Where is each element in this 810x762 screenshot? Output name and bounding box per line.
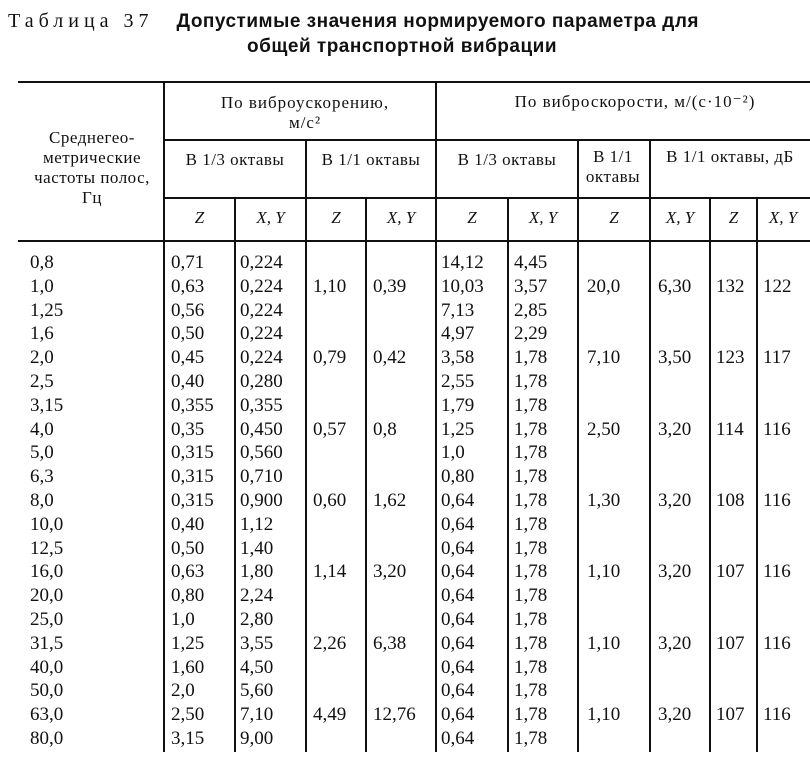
cell-frequency: 1,25 [30, 299, 64, 321]
cell-accel-third-xy: 3,55 [240, 632, 274, 654]
cell-vel-third-z: 0,64 [441, 561, 475, 583]
cell-accel-third-xy: 0,710 [240, 466, 283, 488]
cell-vel-third-z: 0,64 [441, 656, 475, 678]
cell-vel-octave-z: 1,30 [587, 490, 621, 511]
cell-accel-third-xy: 0,224 [240, 323, 283, 345]
table-row [0, 275, 810, 298]
header-velocity-group: По виброскорости, м/(с·10⁻²) [514, 92, 756, 111]
cell-db-z: 114 [716, 418, 744, 440]
cell-accel-third-xy: 9,00 [240, 728, 274, 749]
table-row [0, 632, 810, 655]
cell-vel-third-z: 0,64 [441, 537, 475, 559]
cell-accel-third-z: 0,45 [171, 347, 205, 369]
cell-vel-third-xy: 2,29 [514, 323, 548, 345]
cell-accel-octave-xy: 6,38 [373, 632, 407, 654]
rule-group-under [163, 139, 810, 141]
subheader-accel-octave-z: Z [331, 208, 341, 227]
cell-db-z: 108 [716, 490, 745, 511]
cell-accel-third-xy: 5,60 [240, 680, 274, 702]
table-row [0, 584, 810, 607]
cell-accel-octave-z: 0,57 [313, 418, 347, 440]
table-row [0, 418, 810, 441]
cell-vel-third-z: 0,64 [441, 632, 475, 654]
subheader-db-xy: X, Y [768, 208, 798, 227]
table-row [0, 703, 810, 726]
table-row [0, 465, 810, 488]
cell-accel-third-z: 0,50 [171, 323, 205, 345]
cell-vel-third-z: 0,64 [441, 585, 475, 607]
cell-vel-octave-z: 1,10 [587, 704, 621, 726]
cell-vel-third-xy: 1,78 [514, 442, 548, 464]
cell-frequency: 50,0 [30, 680, 64, 702]
cell-accel-third-xy: 1,40 [240, 537, 274, 559]
cell-vel-third-xy: 3,57 [514, 275, 548, 297]
cell-vel-third-xy: 1,78 [514, 466, 548, 488]
cell-frequency: 2,0 [30, 347, 54, 369]
cell-vel-octave-z: 1,10 [587, 632, 621, 654]
cell-accel-octave-xy: 1,62 [373, 490, 407, 511]
cell-accel-third-z: 0,50 [171, 537, 205, 559]
cell-vel-third-z: 1,25 [441, 418, 475, 440]
subheader-accel-third-z: Z [194, 208, 205, 227]
cell-accel-octave-z: 2,26 [313, 632, 347, 654]
cell-vel-third-xy: 1,78 [514, 728, 548, 749]
table-row [0, 537, 810, 560]
cell-db-xy: 122 [763, 275, 792, 297]
cell-frequency: 31,5 [30, 632, 64, 654]
cell-db-xy: 116 [763, 704, 791, 726]
table-row [0, 513, 810, 536]
table-row [0, 489, 810, 512]
cell-vel-third-z: 2,55 [441, 371, 475, 392]
table-row [0, 299, 810, 322]
cell-accel-third-xy: 0,900 [240, 490, 283, 511]
cell-accel-third-z: 0,40 [171, 513, 205, 535]
cell-accel-third-z: 0,63 [171, 275, 205, 297]
cell-frequency: 1,6 [30, 323, 54, 345]
cell-accel-octave-xy: 3,20 [373, 561, 407, 583]
cell-accel-octave-z: 1,14 [313, 561, 347, 583]
cell-vel-third-z: 0,64 [441, 490, 475, 511]
cell-accel-third-z: 0,315 [171, 442, 214, 464]
cell-accel-third-z: 2,50 [171, 704, 205, 726]
subheader-accel-octave-xy: X, Y [386, 208, 416, 227]
cell-frequency: 40,0 [30, 656, 64, 678]
cell-accel-third-z: 0,63 [171, 561, 205, 583]
cell-vel-third-z: 0,64 [441, 680, 475, 702]
cell-db-z: 107 [716, 561, 745, 583]
cell-vel-third-z: 7,13 [441, 299, 475, 321]
cell-accel-third-z: 0,355 [171, 394, 214, 416]
cell-frequency: 1,0 [30, 275, 54, 297]
cell-accel-third-z: 0,315 [171, 490, 214, 511]
table-title-line1: Допустимые значения нормируемого параметра для [176, 11, 699, 32]
cell-db-z: 132 [716, 275, 745, 297]
cell-vel-octave-xy: 3,20 [658, 704, 692, 726]
table-caption [8, 8, 808, 57]
table-row [0, 656, 810, 679]
subheader-vel-octave-z: Z [609, 208, 619, 227]
cell-vel-third-xy: 1,78 [514, 490, 548, 511]
cell-vel-third-xy: 1,78 [514, 680, 548, 702]
cell-vel-third-xy: 4,45 [514, 252, 548, 273]
cell-vel-third-xy: 1,78 [514, 418, 548, 440]
cell-vel-octave-xy: 6,30 [658, 275, 692, 297]
cell-vel-third-z: 0,80 [441, 466, 475, 488]
cell-vel-third-xy: 1,78 [514, 585, 548, 607]
cell-accel-third-xy: 0,355 [240, 394, 283, 416]
cell-accel-third-z: 0,56 [171, 299, 205, 321]
table-row [0, 679, 810, 702]
cell-vel-third-xy: 1,78 [514, 371, 548, 392]
table-row [0, 560, 810, 583]
table-row [0, 727, 810, 750]
cell-vel-third-z: 1,79 [441, 394, 475, 416]
cell-accel-third-z: 3,15 [171, 728, 205, 749]
cell-accel-third-z: 1,25 [171, 632, 205, 654]
cell-accel-octave-z: 4,49 [313, 704, 347, 726]
cell-vel-third-xy: 1,78 [514, 537, 548, 559]
cell-accel-octave-xy: 12,76 [373, 704, 416, 726]
table-row [0, 251, 810, 274]
cell-vel-third-z: 1,0 [441, 442, 465, 464]
cell-vel-octave-xy: 3,20 [658, 418, 692, 440]
cell-accel-third-xy: 0,224 [240, 252, 283, 273]
cell-accel-octave-xy: 0,42 [373, 347, 407, 369]
cell-vel-octave-z: 7,10 [587, 347, 621, 369]
cell-vel-octave-z: 20,0 [587, 275, 621, 297]
cell-vel-third-xy: 1,78 [514, 347, 548, 369]
cell-accel-octave-z: 0,60 [313, 490, 347, 511]
cell-vel-octave-z: 2,50 [587, 418, 621, 440]
cell-accel-third-xy: 1,12 [240, 513, 274, 535]
cell-frequency: 6,3 [30, 466, 54, 488]
subheader-vel-octave-xy: X, Y [665, 208, 695, 227]
cell-vel-third-xy: 1,78 [514, 394, 548, 416]
subheader-vel-third-z: Z [467, 208, 477, 227]
cell-vel-octave-xy: 3,50 [658, 347, 692, 369]
cell-vel-third-xy: 1,78 [514, 609, 548, 630]
cell-vel-octave-xy: 3,20 [658, 561, 692, 583]
cell-db-xy: 116 [763, 418, 791, 440]
cell-frequency: 25,0 [30, 609, 64, 630]
table-row [0, 608, 810, 631]
cell-db-xy: 116 [763, 490, 791, 511]
cell-vel-third-z: 4,97 [441, 323, 475, 345]
table-row [0, 370, 810, 393]
cell-accel-third-xy: 0,280 [240, 371, 283, 392]
cell-accel-third-xy: 1,80 [240, 561, 274, 583]
cell-vel-third-xy: 2,85 [514, 299, 548, 321]
cell-vel-third-z: 0,64 [441, 513, 475, 535]
subheader-vel-third-xy: X, Y [528, 208, 558, 227]
cell-accel-third-z: 2,0 [171, 680, 195, 702]
cell-vel-third-z: 10,03 [441, 275, 484, 297]
header-acceleration-group: По виброускорению, м/с² [220, 93, 390, 132]
cell-accel-third-xy: 0,450 [240, 418, 283, 440]
cell-vel-octave-z: 1,10 [587, 561, 621, 583]
table-row [0, 346, 810, 369]
table-title-line2: общей транспортной вибрации [247, 36, 558, 57]
cell-accel-third-z: 0,71 [171, 252, 205, 273]
cell-accel-third-xy: 0,224 [240, 347, 283, 369]
cell-vel-third-xy: 1,78 [514, 561, 548, 583]
cell-db-xy: 116 [763, 561, 791, 583]
cell-accel-third-xy: 2,80 [240, 609, 274, 630]
cell-frequency: 63,0 [30, 704, 64, 726]
subheader-db-z: Z [728, 208, 739, 227]
cell-accel-third-z: 0,40 [171, 371, 205, 392]
cell-accel-octave-xy: 0,8 [373, 418, 397, 440]
header-vel-octave: В 1/1 октавы [585, 147, 641, 186]
header-vel-octave-db: В 1/1 октавы, дБ [666, 147, 794, 166]
cell-db-xy: 117 [763, 347, 791, 369]
cell-accel-third-xy: 4,50 [240, 656, 274, 678]
cell-vel-third-z: 3,58 [441, 347, 475, 369]
table-row [0, 322, 810, 345]
cell-vel-third-xy: 1,78 [514, 656, 548, 678]
cell-vel-third-z: 0,64 [441, 609, 475, 630]
cell-accel-third-xy: 0,560 [240, 442, 283, 464]
cell-vel-third-xy: 1,78 [514, 632, 548, 654]
cell-frequency: 4,0 [30, 418, 54, 440]
table-number: Таблица 37 [8, 10, 154, 32]
cell-vel-third-z: 0,64 [441, 728, 475, 749]
cell-accel-octave-xy: 0,39 [373, 275, 407, 297]
cell-frequency: 8,0 [30, 490, 54, 511]
cell-accel-third-xy: 0,224 [240, 299, 283, 321]
cell-accel-third-z: 1,60 [171, 656, 205, 678]
cell-frequency: 0,8 [30, 252, 54, 273]
cell-accel-third-xy: 7,10 [240, 704, 274, 726]
cell-accel-third-z: 0,35 [171, 418, 205, 440]
table-row [0, 441, 810, 464]
cell-frequency: 2,5 [30, 371, 54, 392]
header-vel-third-octave: В 1/3 октавы [457, 150, 557, 169]
rule-header-bottom [18, 240, 810, 242]
cell-accel-octave-z: 0,79 [313, 347, 347, 369]
cell-db-z: 107 [716, 704, 745, 726]
cell-db-z: 107 [716, 632, 745, 654]
cell-frequency: 3,15 [30, 394, 64, 416]
cell-frequency: 16,0 [30, 561, 64, 583]
cell-frequency: 80,0 [30, 728, 64, 749]
header-accel-octave: В 1/1 октавы [321, 150, 421, 169]
cell-vel-third-xy: 1,78 [514, 513, 548, 535]
cell-frequency: 5,0 [30, 442, 54, 464]
cell-accel-third-xy: 2,24 [240, 585, 274, 607]
cell-db-z: 123 [716, 347, 745, 369]
cell-frequency: 10,0 [30, 513, 64, 535]
cell-vel-octave-xy: 3,20 [658, 490, 692, 511]
cell-accel-octave-z: 1,10 [313, 275, 347, 297]
rule-sub-under [163, 197, 810, 199]
cell-vel-third-xy: 1,78 [514, 704, 548, 726]
subheader-accel-third-xy: X, Y [256, 208, 285, 227]
rule-top [18, 81, 810, 83]
cell-db-xy: 116 [763, 632, 791, 654]
cell-frequency: 20,0 [30, 585, 64, 607]
cell-accel-third-z: 1,0 [171, 609, 195, 630]
cell-accel-third-xy: 0,224 [240, 275, 283, 297]
cell-accel-third-z: 0,80 [171, 585, 205, 607]
cell-frequency: 12,5 [30, 537, 64, 559]
header-frequency: Среднегео-метрические частоты полос, Гц [34, 128, 150, 207]
cell-vel-third-z: 0,64 [441, 704, 475, 726]
table-row [0, 394, 810, 417]
cell-vel-octave-xy: 3,20 [658, 632, 692, 654]
cell-vel-third-z: 14,12 [441, 252, 484, 273]
header-accel-third-octave: В 1/3 октавы [185, 150, 285, 169]
cell-accel-third-z: 0,315 [171, 466, 214, 488]
